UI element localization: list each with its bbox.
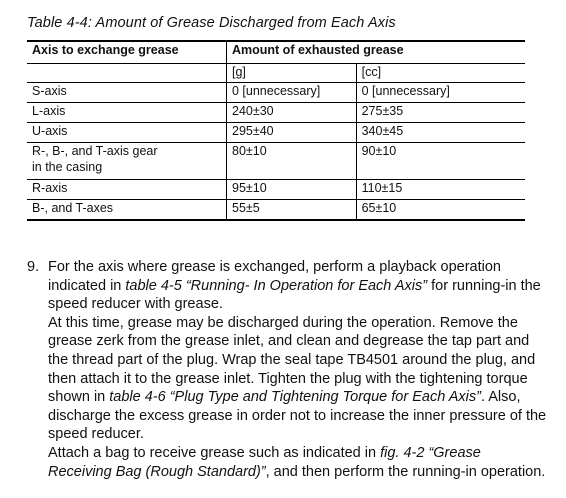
cc-cell: 90±10 [356, 143, 525, 180]
header-axis: Axis to exchange grease [27, 41, 227, 64]
grams-cell: 55±5 [227, 200, 357, 221]
cc-cell: 340±45 [356, 123, 525, 143]
cc-cell: 0 [unnecessary] [356, 83, 525, 103]
unit-g: [g] [227, 64, 357, 83]
grams-cell: 295±40 [227, 123, 357, 143]
table-unit-row [27, 64, 525, 83]
grams-cell: 95±10 [227, 180, 357, 200]
axis-cell [27, 143, 227, 180]
step-text: for running-in the speed reducer with grease. [48, 277, 541, 313]
table-header-row [27, 41, 525, 64]
step-text: For the axis where grease is exchanged, perform a playback operation indicated in [48, 259, 501, 294]
cc-cell: 65±10 [356, 200, 525, 221]
step-body [48, 258, 547, 481]
unit-cc: [cc] [356, 64, 525, 83]
grease-discharge-table [27, 40, 525, 221]
grams-cell: 0 [unnecessary] [227, 83, 357, 103]
axis-cell-line1: R-, B-, and T-axis gear [32, 144, 158, 158]
table-reference: table 4-5 “Running- In Operation for Each Axis” [125, 277, 428, 294]
table-row [27, 143, 525, 180]
grams-cell: 80±10 [227, 143, 357, 180]
header-amount: Amount of exhausted grease [227, 41, 526, 64]
grams-cell: 240±30 [227, 103, 357, 123]
table-reference: table 4-6 “Plug Type and Tightening Torque for Each Axis” [109, 389, 481, 406]
table-row [27, 200, 525, 221]
unit-blank-cell [27, 64, 227, 83]
step-paragraph [48, 258, 547, 314]
table-row [27, 83, 525, 103]
step-text: . Also, discharge the excess grease in order not to increase the inner pressure of the speed reducer. [48, 389, 547, 443]
step-paragraph [48, 314, 547, 444]
axis-cell: R-axis [27, 180, 227, 200]
step-text: At this time, grease may be discharged during the operation. Remove the grease zerk from the grease inlet, and clean and degrease the tap part and the thread part of the plug. Wrap the seal tape TB4501 around the plug, and then attach it to the grease inlet. Tighten the plug with the tightening torque shown in [48, 314, 536, 406]
step-paragraph [48, 444, 547, 481]
table-row [27, 123, 525, 143]
cc-cell: 110±15 [356, 180, 525, 200]
step-text: Attach a bag to receive grease such as indicated in [48, 444, 381, 461]
axis-cell: B-, and T-axes [27, 200, 227, 221]
axis-cell: S-axis [27, 83, 227, 103]
step-text: , and then perform the running-in operation. [265, 463, 546, 480]
table-row [27, 180, 525, 200]
table-caption: Table 4-4: Amount of Grease Discharged from Each Axis [27, 15, 396, 31]
table-row [27, 103, 525, 123]
axis-cell: U-axis [27, 123, 227, 143]
step-number: 9. [27, 259, 40, 275]
axis-cell-line2: in the casing [32, 160, 103, 174]
procedure-step [27, 258, 547, 481]
axis-cell: L-axis [27, 103, 227, 123]
figure-reference: fig. 4-2 “Grease Receiving Bag (Rough Standard)” [48, 444, 481, 480]
cc-cell: 275±35 [356, 103, 525, 123]
